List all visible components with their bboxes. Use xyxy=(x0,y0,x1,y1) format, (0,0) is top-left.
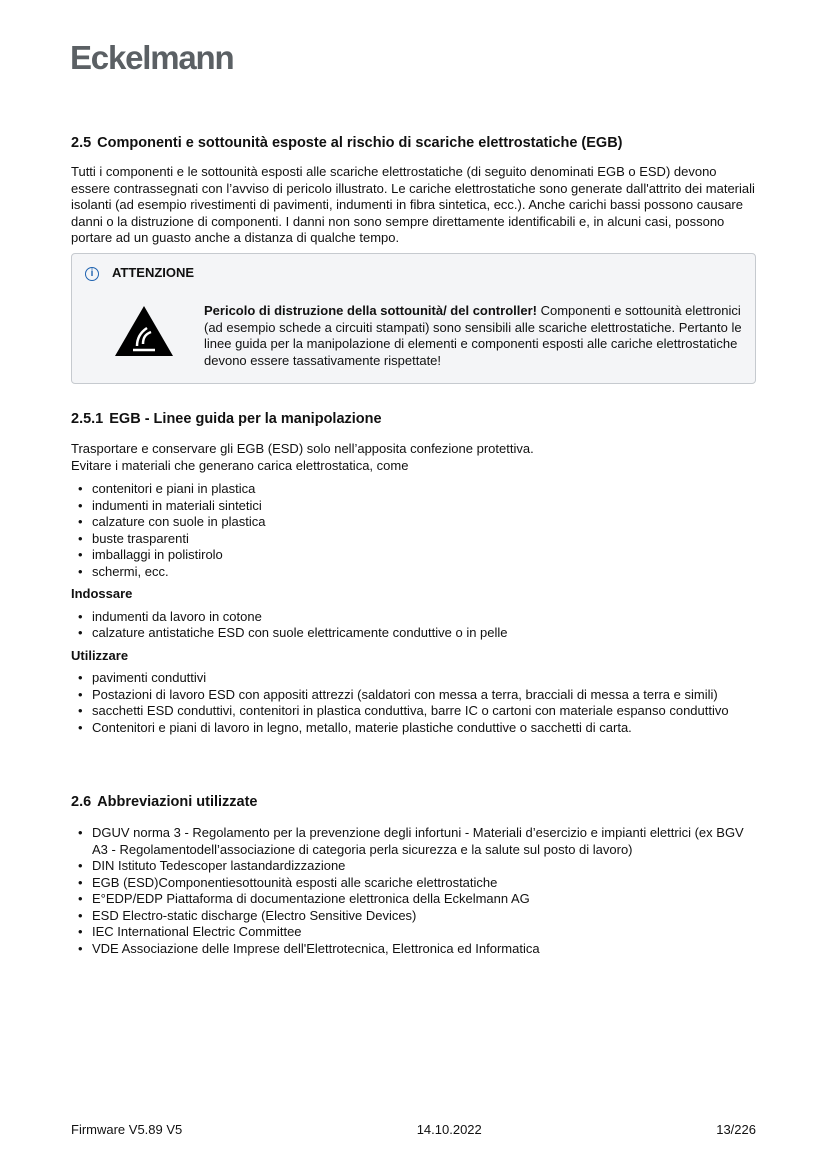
list-item: • Postazioni di lavoro ESD con appositi attrezzi (saldatori con messa a terra, bracciali di messa a terra e simili) xyxy=(71,687,756,704)
page-footer xyxy=(71,1122,756,1139)
list-item: • calzature con suole in plastica xyxy=(71,514,756,531)
notice-title: ATTENZIONE xyxy=(112,265,195,280)
list-item: • VDE Associazione delle Imprese dell'Elettrotecnica, Elettronica ed Informatica xyxy=(71,941,756,958)
section-heading-2-5-1: 2.5.1 EGB - Linee guida per la manipolazione xyxy=(71,411,382,427)
guidelines xyxy=(71,441,756,736)
subheading-wear: Indossare xyxy=(71,586,133,601)
list-item: • indumenti da lavoro in cotone xyxy=(71,609,756,626)
footer-date: 14.10.2022 xyxy=(416,1122,482,1137)
use-list xyxy=(71,670,756,736)
section-heading-2-6: 2.6 Abbreviazioni utilizzate xyxy=(71,794,258,810)
footer-page: 13/226 xyxy=(716,1122,756,1137)
info-icon: i xyxy=(85,267,99,281)
subheading-use: Utilizzare xyxy=(71,647,129,663)
list-item: • sacchetti ESD conduttivi, contenitori in plastica conduttiva, barre IC o cartoni con materiale espanso conduttivo xyxy=(71,703,756,720)
list-item: • EGB (ESD)Componentiesottounità esposti alle scariche elettrostatiche xyxy=(71,875,756,892)
notice-text: Pericolo di distruzione della sottounità/ del controller! Componenti e sottounità elettronici (ad esempio schede a circuiti stampati) sono sensibili alle scariche elettrostatiche. Pertanto le linee guida per la manipolazione di elementi e componenti esposti alle cariche elettrostatiche devono essere tassativamente rispettate! xyxy=(204,303,742,368)
list-item: • IEC International Electric Committee xyxy=(71,924,756,941)
list-item: • indumenti in materiali sintetici xyxy=(71,498,756,515)
list-item: • calzature antistatiche ESD con suole elettricamente conduttive o in pelle xyxy=(71,625,756,642)
esd-warning-icon xyxy=(113,304,175,358)
section-heading-2-5: 2.5 Componenti e sottounità esposte al rischio di scariche elettrostatiche (EGB) xyxy=(71,135,623,151)
section-paragraph: Tutti i componenti e le sottounità esposti alle scariche elettrostatiche (di seguito denominati EGB o ESD) devono essere contrassegnati con l’avviso di pericolo illustrato. Le cariche elettrostatiche sono generate dall'attrito dei materiali isolanti (ad esempio rivestimenti di pavimenti, indumenti in fibra sintetica, ecc.). Anche carichi bassi possono causare danni o la distruzione di componenti. I danni non sono sempre direttamente identificabili e, in alcuni casi, possono portare ad un guasto anche a distanza di qualche tempo. xyxy=(71,164,755,245)
wear-list xyxy=(71,609,756,642)
list-item: • pavimenti conduttivi xyxy=(71,670,756,687)
list-item: • schermi, ecc. xyxy=(71,564,756,581)
footer-version: Firmware V5.89 V5 xyxy=(71,1122,183,1137)
list-item: • DIN Istituto Tedescoper lastandardizzazione xyxy=(71,858,756,875)
warning-notice xyxy=(71,253,756,384)
list-item: • imballaggi in polistirolo xyxy=(71,547,756,564)
list-item: • Contenitori e piani di lavoro in legno, metallo, materie plastiche conduttive o sacchetti di carta. xyxy=(71,720,756,737)
text-line: Trasportare e conservare gli EGB (ESD) solo nell’apposita confezione protettiva. xyxy=(71,441,534,456)
list-item: • contenitori e piani in plastica xyxy=(71,481,756,498)
logo: Eckelmann xyxy=(70,39,234,76)
list-item: • ESD Electro-static discharge (Electro Sensitive Devices) xyxy=(71,908,756,925)
text-line: Evitare i materiali che generano carica elettrostatica, come xyxy=(71,457,409,473)
list-item: • E°EDP/EDP Piattaforma di documentazione elettronica della Eckelmann AG xyxy=(71,891,756,908)
abbreviations-list xyxy=(71,825,756,957)
list-item: • buste trasparenti xyxy=(71,531,756,548)
list-item: • DGUV norma 3 - Regolamento per la prevenzione degli infortuni - Materiali d’esercizio e impianti elettrici (ex BGV A3 - Regolamentodell’associazione di categoria perla sicurezza e la salute sul posto di lavoro) xyxy=(71,825,756,858)
avoid-list xyxy=(71,481,756,580)
